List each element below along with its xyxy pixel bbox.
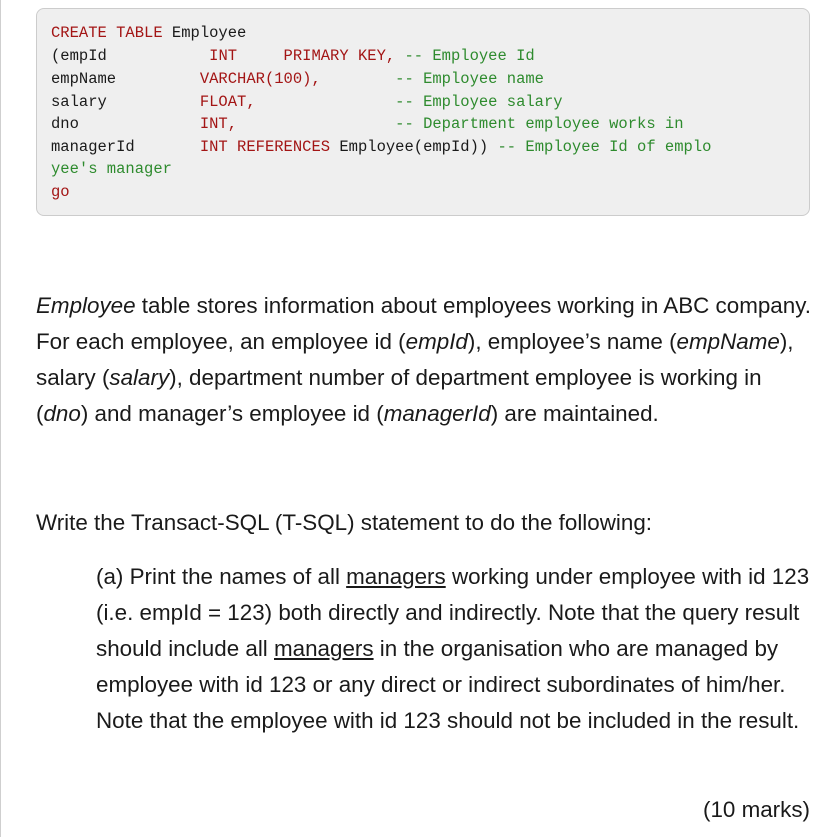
table-description: Employee table stores information about employees working in ABC company. For each employee, an employee id (empId), employee’s name (empName), salary (salary), department number of department employee is working in (dno) and manager’s employee id (managerId) are maintained. <box>36 293 811 426</box>
code-line-1: CREATE TABLE Employee <box>51 24 247 42</box>
code-line-8: go <box>51 183 70 201</box>
sql-code-block <box>36 8 810 216</box>
page-left-border <box>0 0 1 837</box>
instruction: Write the Transact-SQL (T-SQL) statement to do the following: <box>36 510 653 535</box>
question-a: (a) Print the names of all managers working under employee with id 123 (i.e. empId = 123) both directly and indirectly. Note that the query result should include all managers in the organisation who are managed by employee with id 123 or any direct or indirect subordinates of him/her. Note that the employee with id 123 should not be included in the result. <box>96 564 810 733</box>
code-line-6: managerId INT REFERENCES Employee(empId)) -- Employee Id of emplo <box>51 138 712 156</box>
code-line-7: yee's manager <box>51 160 172 178</box>
code-line-2: (empId INT PRIMARY KEY, -- Employee Id <box>51 47 535 65</box>
code-line-3: empName VARCHAR(100), -- Employee name <box>51 70 544 88</box>
code-line-5: dno INT, -- Department employee works in <box>51 115 684 133</box>
code-line-4: salary FLOAT, -- Employee salary <box>51 93 563 111</box>
marks-label: (10 marks) <box>703 797 810 822</box>
